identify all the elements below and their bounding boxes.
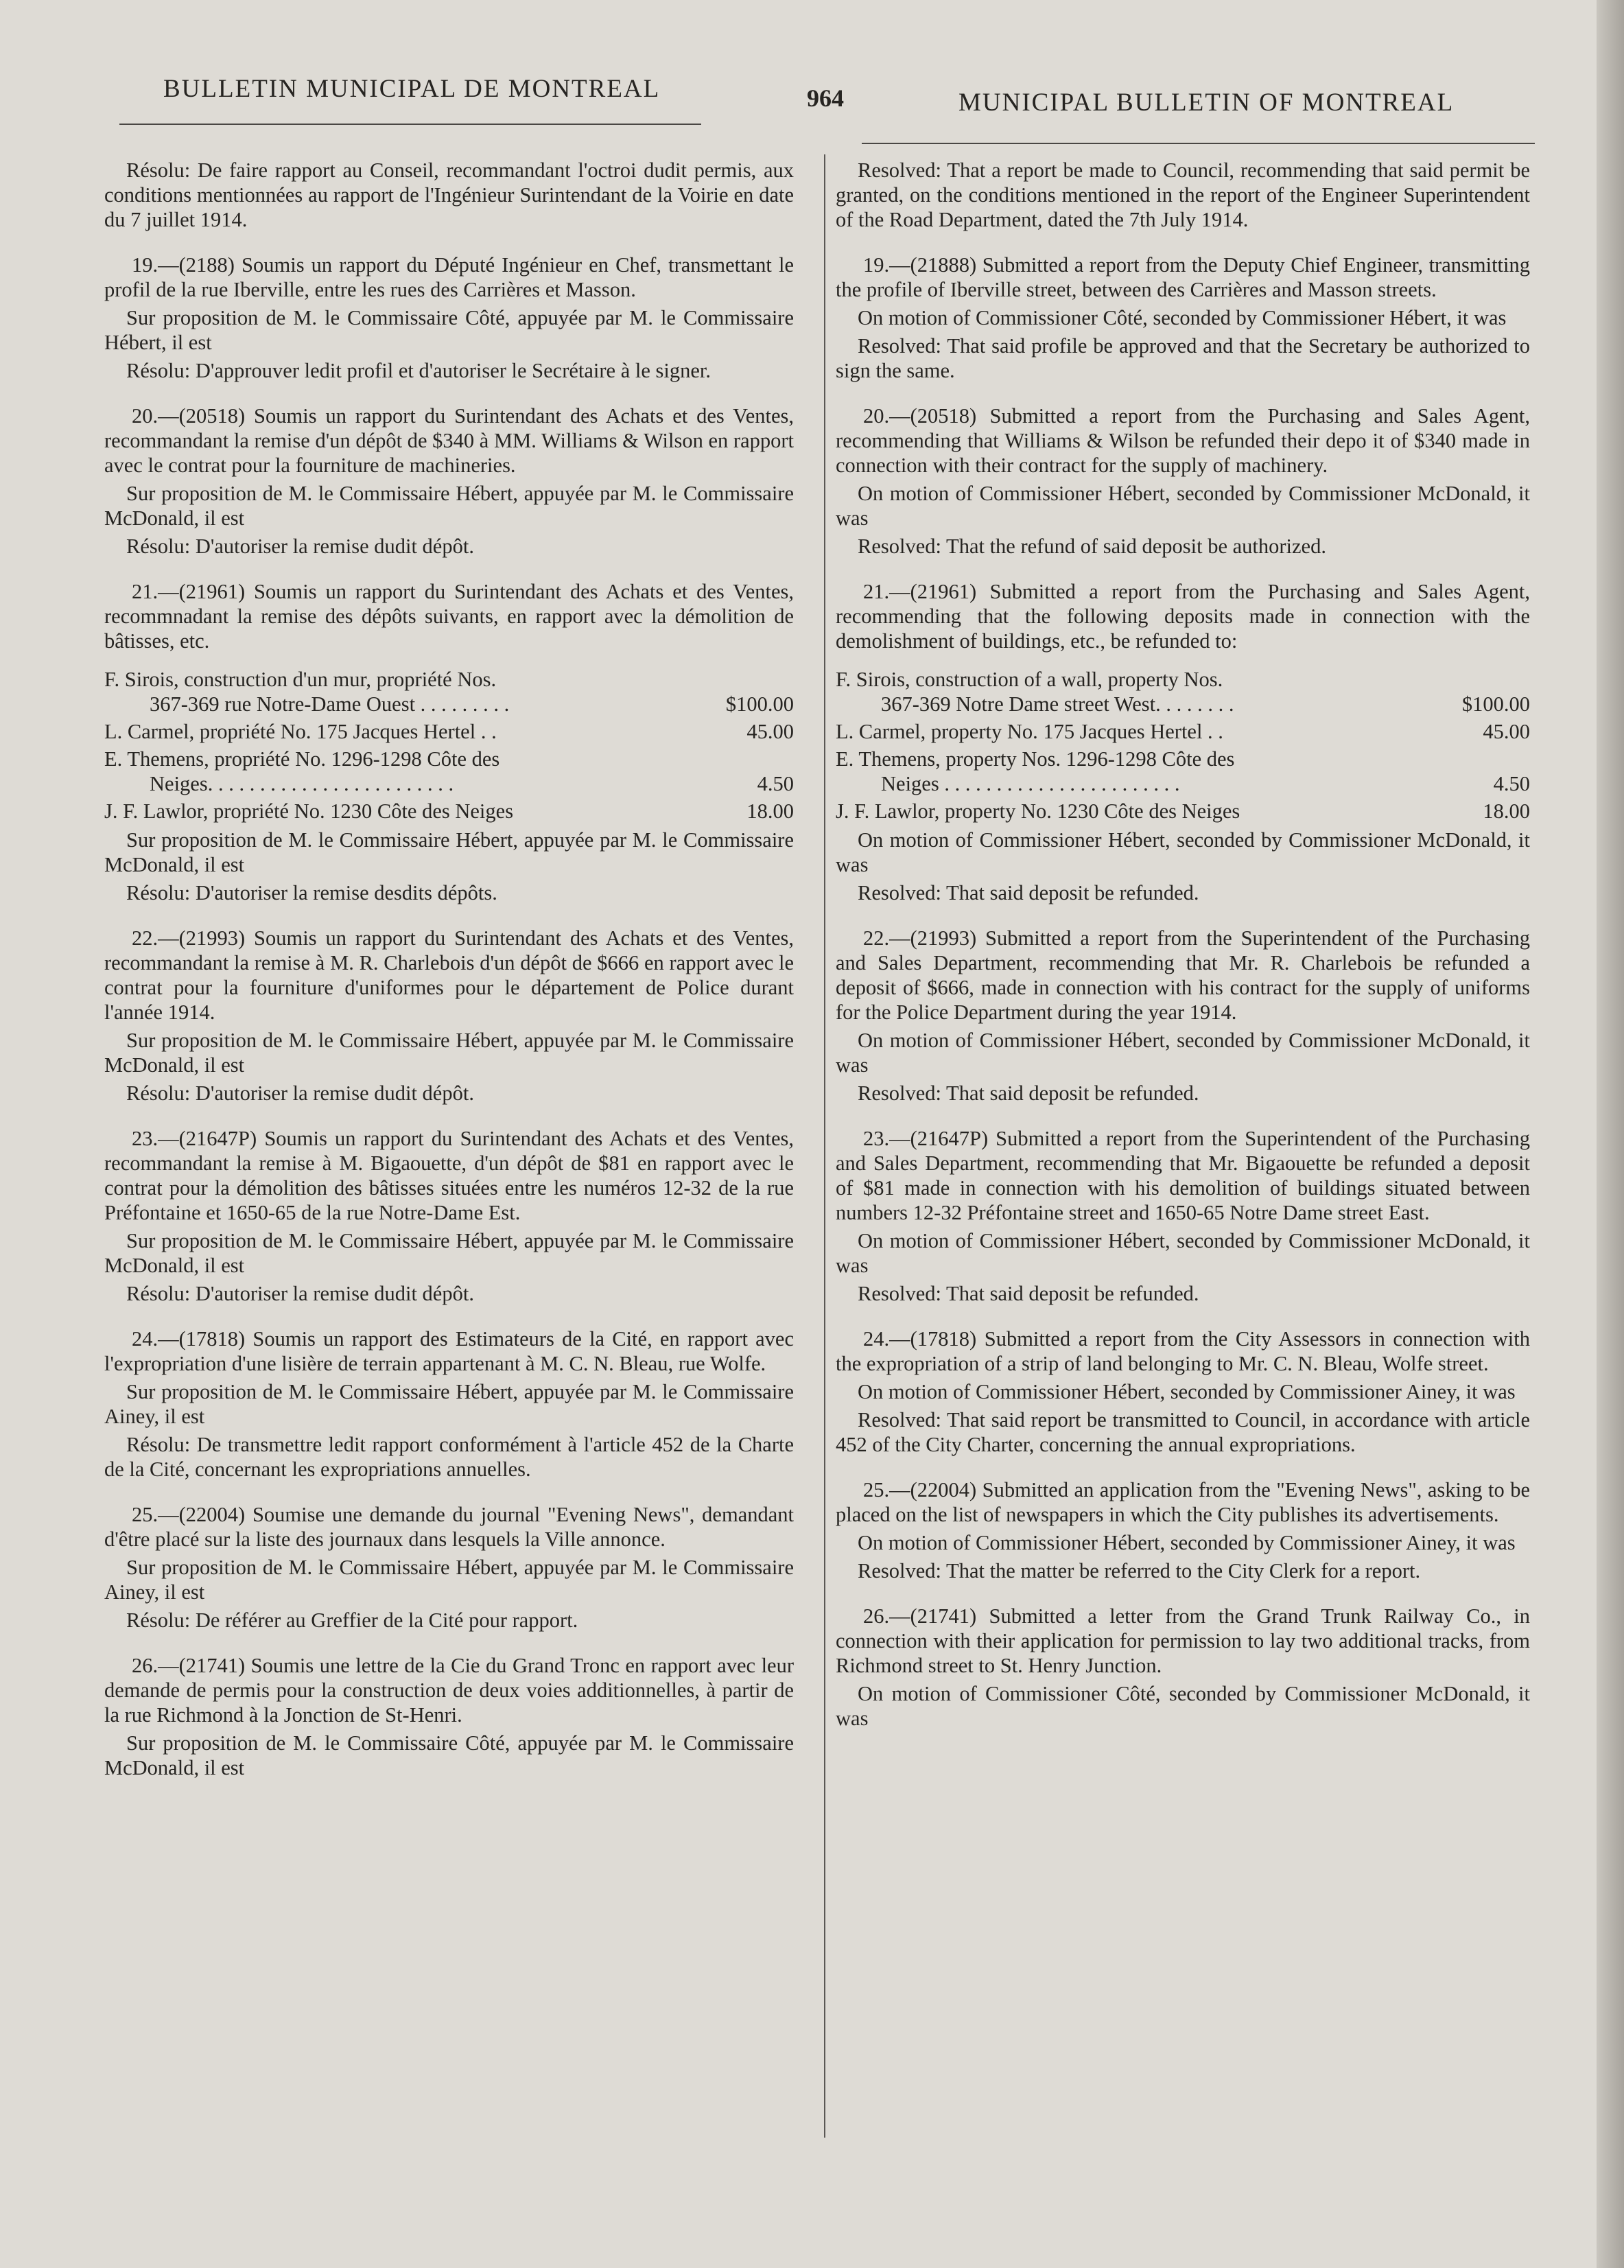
page-header	[0, 69, 1599, 124]
en-deposit-list	[836, 667, 1530, 823]
en-item-22-resolution: Resolved: That said deposit be refunded.	[858, 1082, 1199, 1105]
fr-deposit-list	[104, 667, 794, 823]
en-item-19-motion: On motion of Commissioner Côté, seconded by Commissioner Hébert, it was	[858, 306, 1507, 329]
fr-deposit-row	[104, 799, 794, 823]
en-deposit-amount: 18.00	[1483, 799, 1530, 823]
en-deposit-amount: $100.00	[1461, 692, 1530, 716]
en-item-24-motion: On motion of Commissioner Hébert, seconded by Commissioner Ainey, it was	[858, 1380, 1516, 1403]
en-deposit-amount: 45.00	[1483, 720, 1530, 743]
en-resolution-continued: Resolved: That a report be made to Council, recommending that said permit be granted, on the conditions mentioned in the report of the Engineer Superintendent of the Road Department, dated the 7th July 1914.	[836, 159, 1530, 231]
page-edge-shadow	[1597, 0, 1624, 2268]
en-item-23-resolution: Resolved: That said deposit be refunded.	[858, 1282, 1199, 1305]
fr-deposit-row	[104, 667, 794, 716]
en-item-22-motion: On motion of Commissioner Hébert, seconded by Commissioner McDonald, it was	[836, 1029, 1530, 1077]
fr-item-21: 21.—(21961) Soumis un rapport du Surintendant des Achats et des Ventes, recommnadant la remise des dépôts suivants, en rapport avec la démolition de bâtisses, etc.	[104, 580, 794, 653]
fr-deposit-desc-cont: Neiges. . . . . . . . . . . . . . . . . . . . . . . .	[150, 772, 454, 795]
en-item-21-resolution: Resolved: That said deposit be refunded.	[858, 881, 1199, 904]
en-item-23-motion: On motion of Commissioner Hébert, seconded by Commissioner McDonald, it was	[836, 1229, 1530, 1277]
fr-item-20: 20.—(20518) Soumis un rapport du Surintendant des Achats et des Ventes, recommandant la remise d'un dépôt de $340 à MM. Williams & Wilson en rapport avec le contrat pour la fourniture de machineries.	[104, 404, 794, 477]
en-item-22: 22.—(21993) Submitted a report from the Superintendent of the Purchasing and Sales Department, recommending that Mr. R. Charlebois be refunded a deposit of $666, made in connection with his contract for the supply of uniforms for the Police Department during the year 1914.	[836, 926, 1530, 1024]
en-item-21-motion: On motion of Commissioner Hébert, seconded by Commissioner McDonald, it was	[836, 828, 1530, 876]
column-divider	[824, 154, 825, 2138]
fr-deposit-desc: F. Sirois, construction d'un mur, propriété Nos.	[104, 668, 497, 691]
en-deposit-amount: 4.50	[1493, 772, 1530, 795]
fr-item-22-motion: Sur proposition de M. le Commissaire Hébert, appuyée par M. le Commissaire McDonald, il est	[104, 1029, 794, 1077]
page-number: 964	[807, 84, 844, 112]
fr-item-22-resolution: Résolu: D'autoriser la remise dudit dépôt.	[126, 1082, 474, 1105]
en-item-19-resolution: Resolved: That said profile be approved and that the Secretary be authorized to sign the same.	[836, 334, 1530, 382]
fr-item-26-motion: Sur proposition de M. le Commissaire Côté, appuyée par M. le Commissaire McDonald, il est	[104, 1731, 794, 1779]
en-item-26: 26.—(21741) Submitted a letter from the Grand Trunk Railway Co., in connection with their application for permission to lay two additional tracks, from Richmond street to St. Henry Junction.	[836, 1604, 1530, 1677]
en-item-25-motion: On motion of Commissioner Hébert, seconded by Commissioner Ainey, it was	[858, 1531, 1516, 1554]
fr-deposit-row	[104, 719, 794, 744]
en-item-24: 24.—(17818) Submitted a report from the City Assessors in connection with the expropriation of a strip of land belonging to Mr. C. N. Bleau, Wolfe street.	[836, 1327, 1530, 1375]
en-item-25-resolution: Resolved: That the matter be referred to the City Clerk for a report.	[858, 1559, 1421, 1582]
en-deposit-desc: F. Sirois, construction of a wall, property Nos.	[836, 668, 1223, 691]
fr-item-20-motion: Sur proposition de M. le Commissaire Hébert, appuyée par M. le Commissaire McDonald, il est	[104, 482, 794, 530]
en-item-23: 23.—(21647P) Submitted a report from the Superintendent of the Purchasing and Sales Department, recommending that Mr. Bigaouette be refunded a deposit of $81 made in connection with his demolition of buildings situated between numbers 12-32 Préfontaine street and 1650-65 Notre Dame street East.	[836, 1127, 1530, 1224]
fr-deposit-desc: J. F. Lawlor, propriété No. 1230 Côte des Neiges	[104, 799, 514, 823]
en-deposit-desc-cont: Neiges . . . . . . . . . . . . . . . . . . . . . . .	[881, 772, 1180, 795]
en-item-26-motion: On motion of Commissioner Côté, seconded by Commissioner McDonald, it was	[836, 1682, 1530, 1730]
fr-item-24-resolution: Résolu: De transmettre ledit rapport conformément à l'article 452 de la Charte de la Cité, concernant les expropriations annuelles.	[104, 1433, 794, 1481]
fr-deposit-desc: L. Carmel, propriété No. 175 Jacques Hertel . .	[104, 720, 497, 743]
en-item-20-motion: On motion of Commissioner Hébert, seconded by Commissioner McDonald, it was	[836, 482, 1530, 530]
en-item-19: 19.—(21888) Submitted a report from the Deputy Chief Engineer, transmitting the profile of Iberville street, between des Carrières and Masson streets.	[836, 253, 1530, 301]
fr-deposit-desc-cont: 367-369 rue Notre-Dame Ouest . . . . . . . . .	[150, 692, 510, 716]
fr-deposit-amount: 45.00	[746, 720, 794, 743]
fr-deposit-amount: 4.50	[757, 772, 794, 795]
english-column	[836, 154, 1530, 1731]
fr-item-20-resolution: Résolu: D'autoriser la remise dudit dépôt.	[126, 535, 474, 558]
fr-item-25: 25.—(22004) Soumise une demande du journal "Evening News", demandant d'être placé sur la liste des journaux dans lesquels la Ville annonce.	[104, 1503, 794, 1551]
en-deposit-desc: J. F. Lawlor, property No. 1230 Côte des Neiges	[836, 799, 1240, 823]
fr-item-19-resolution: Résolu: D'approuver ledit profil et d'autoriser le Secrétaire à le signer.	[126, 359, 711, 382]
header-rule-right	[862, 143, 1535, 144]
fr-deposit-desc: E. Themens, propriété No. 1296-1298 Côte des	[104, 747, 500, 771]
header-title-en: MUNICIPAL BULLETIN OF MONTREAL	[958, 89, 1455, 117]
fr-resolution-continued: Résolu: De faire rapport au Conseil, recommandant l'octroi dudit permis, aux conditions mentionnées au rapport de l'Ingénieur Surintendant de la Voirie en date du 7 juillet 1914.	[104, 159, 794, 231]
fr-item-21-motion: Sur proposition de M. le Commissaire Hébert, appuyée par M. le Commissaire McDonald, il est	[104, 828, 794, 876]
fr-item-23-motion: Sur proposition de M. le Commissaire Hébert, appuyée par M. le Commissaire McDonald, il est	[104, 1229, 794, 1277]
en-deposit-row	[836, 667, 1530, 716]
french-column	[104, 154, 794, 1780]
en-item-24-resolution: Resolved: That said report be transmitted to Council, in accordance with article 452 of the City Charter, concerning the annual expropriations.	[836, 1408, 1530, 1456]
fr-deposit-amount: 18.00	[746, 799, 794, 823]
fr-deposit-amount: $100.00	[725, 692, 794, 716]
fr-item-24-motion: Sur proposition de M. le Commissaire Hébert, appuyée par M. le Commissaire Ainey, il est	[104, 1380, 794, 1428]
en-deposit-row	[836, 799, 1530, 823]
en-item-25: 25.—(22004) Submitted an application from the "Evening News", asking to be placed on the list of newspapers in which the City publishes its advertisements.	[836, 1478, 1530, 1526]
en-item-21: 21.—(21961) Submitted a report from the Purchasing and Sales Agent, recommending that the following deposits made in connection with the demolishment of buildings, etc., be refunded to:	[836, 580, 1530, 653]
fr-deposit-row	[104, 747, 794, 796]
fr-item-21-resolution: Résolu: D'autoriser la remise desdits dépôts.	[126, 881, 497, 904]
en-deposit-row	[836, 747, 1530, 796]
en-deposit-desc: E. Themens, property Nos. 1296-1298 Côte des	[836, 747, 1235, 771]
fr-item-24: 24.—(17818) Soumis un rapport des Estimateurs de la Cité, en rapport avec l'expropriation d'une lisière de terrain appartenant à M. C. N. Bleau, rue Wolfe.	[104, 1327, 794, 1375]
en-item-20: 20.—(20518) Submitted a report from the Purchasing and Sales Agent, recommending that Williams & Wilson be refunded their depo it of $340 made in connection with their contract for the supply of machinery.	[836, 404, 1530, 477]
en-deposit-desc: L. Carmel, property No. 175 Jacques Hertel . .	[836, 720, 1223, 743]
fr-item-23-resolution: Résolu: D'autoriser la remise dudit dépôt.	[126, 1282, 474, 1305]
fr-item-26: 26.—(21741) Soumis une lettre de la Cie du Grand Tronc en rapport avec leur demande de permis pour la construction de deux voies additionnelles, à partir de la rue Richmond à la Jonction de St-Henri.	[104, 1654, 794, 1727]
en-item-20-resolution: Resolved: That the refund of said deposit be authorized.	[858, 535, 1326, 558]
fr-item-19-motion: Sur proposition de M. le Commissaire Côté, appuyée par M. le Commissaire Hébert, il est	[104, 306, 794, 354]
fr-item-22: 22.—(21993) Soumis un rapport du Surintendant des Achats et des Ventes, recommandant la remise à M. R. Charlebois d'un dépôt de $666 en rapport avec le contrat pour la fourniture d'uniformes pour le département de Police durant l'année 1914.	[104, 926, 794, 1024]
fr-item-23: 23.—(21647P) Soumis un rapport du Surintendant des Achats et des Ventes, recommandant la remise à M. Bigaouette, d'un dépôt de $81 en rapport avec le contrat pour la démolition des bâtisses situées entre les numéros 12-32 de la rue Préfontaine et 1650-65 de la rue Notre-Dame Est.	[104, 1127, 794, 1224]
header-rule-left	[119, 124, 701, 125]
fr-item-19: 19.—(2188) Soumis un rapport du Député Ingénieur en Chef, transmettant le profil de la rue Iberville, entre les rues des Carrières et Masson.	[104, 253, 794, 301]
en-deposit-row	[836, 719, 1530, 744]
en-deposit-desc-cont: 367-369 Notre Dame street West. . . . . . . .	[881, 692, 1234, 716]
fr-item-25-motion: Sur proposition de M. le Commissaire Hébert, appuyée par M. le Commissaire Ainey, il est	[104, 1556, 794, 1604]
header-title-fr: BULLETIN MUNICIPAL DE MONTREAL	[163, 75, 661, 103]
fr-item-25-resolution: Résolu: De référer au Greffier de la Cité pour rapport.	[126, 1609, 578, 1632]
